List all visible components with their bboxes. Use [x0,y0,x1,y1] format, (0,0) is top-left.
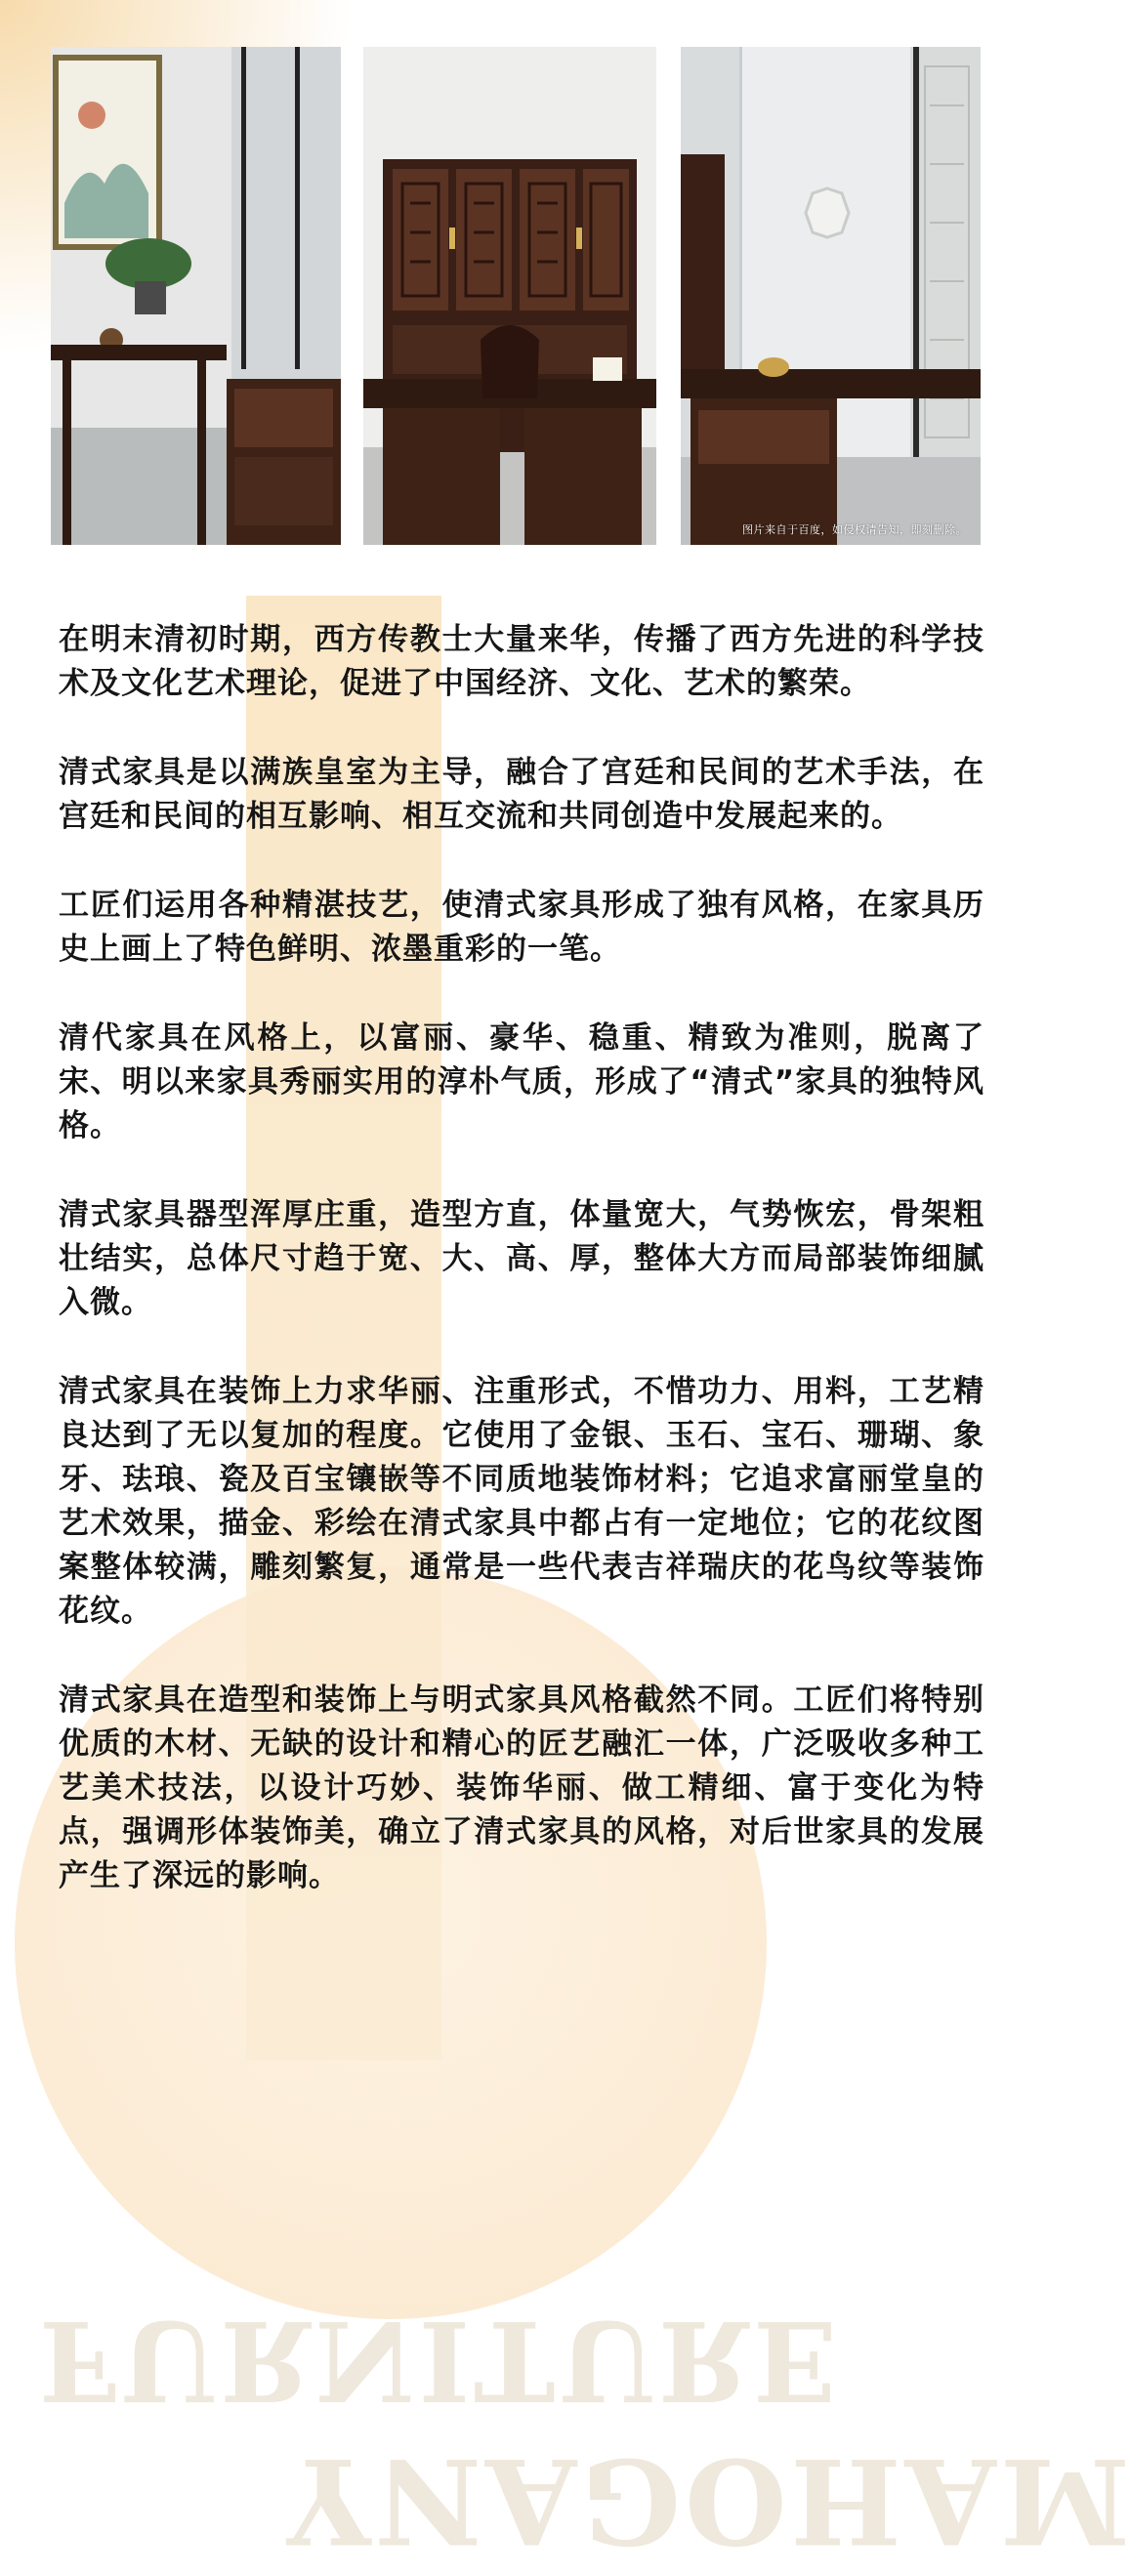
photo-panel-middle [363,47,656,545]
photo-panel-left [51,47,341,545]
paragraph-4: 清代家具在风格上，以富丽、豪华、稳重、精致为准则，脱离了宋、明以来家具秀丽实用的淳朴气质，形成了“清式”家具的独特风格。 [59,1020,984,1143]
paragraph-2: 清式家具是以满族皇室为主导，融合了宫廷和民间的艺术手法，在宫廷和民间的相互影响、相互交流和共同创造中发展起来的。 [59,755,984,834]
image-credit: 图片来自于百度，如侵权请告知，即刻删除。 [742,523,967,536]
photo-triptych [51,47,981,545]
watermark-mahogany: MAHOGANY [283,2431,1130,2569]
paragraph-7: 清式家具在造型和装饰上与明式家具风格截然不同。工匠们将特别优质的木材、无缺的设计和精心的匠艺融汇一体，广泛吸收多种工艺美术技法，以设计巧妙、装饰华丽、做工精细、富于变化为特点，强调形体装饰美，确立了清式家具的风格，对后世家具的发展产生了深远的影响。 [59,1683,984,1893]
photo-panel-right [681,47,981,545]
paragraph-1: 在明末清初时期，西方传教士大量来华，传播了西方先进的科学技术及文化艺术理论，促进了中国经济、文化、艺术的繁荣。 [59,622,984,701]
paragraph-6: 清式家具在装饰上力求华丽、注重形式，不惜功力、用料，工艺精良达到了无以复加的程度。它使用了金银、玉石、宝石、珊瑚、象牙、珐琅、瓷及百宝镶嵌等不同质地装饰材料；它追求富丽堂皇的艺术效果，描金、彩绘在清式家具中都占有一定地位；它的花纹图案整体较满，雕刻繁复，通常是一些代表吉祥瑞庆的花鸟纹等装饰花纹。 [59,1374,984,1629]
paragraph-3: 工匠们运用各种精湛技艺，使清式家具形成了独有风格，在家具历史上画上了特色鲜明、浓墨重彩的一笔。 [59,888,984,967]
article-body [59,618,984,1943]
paragraph-5: 清式家具器型浑厚庄重，造型方直，体量宽大，气势恢宏，骨架粗壮结实，总体尺寸趋于宽、大、高、厚，整体大方而局部装饰细腻入微。 [59,1197,984,1320]
watermark-furniture: FURNITURE [39,2296,841,2424]
